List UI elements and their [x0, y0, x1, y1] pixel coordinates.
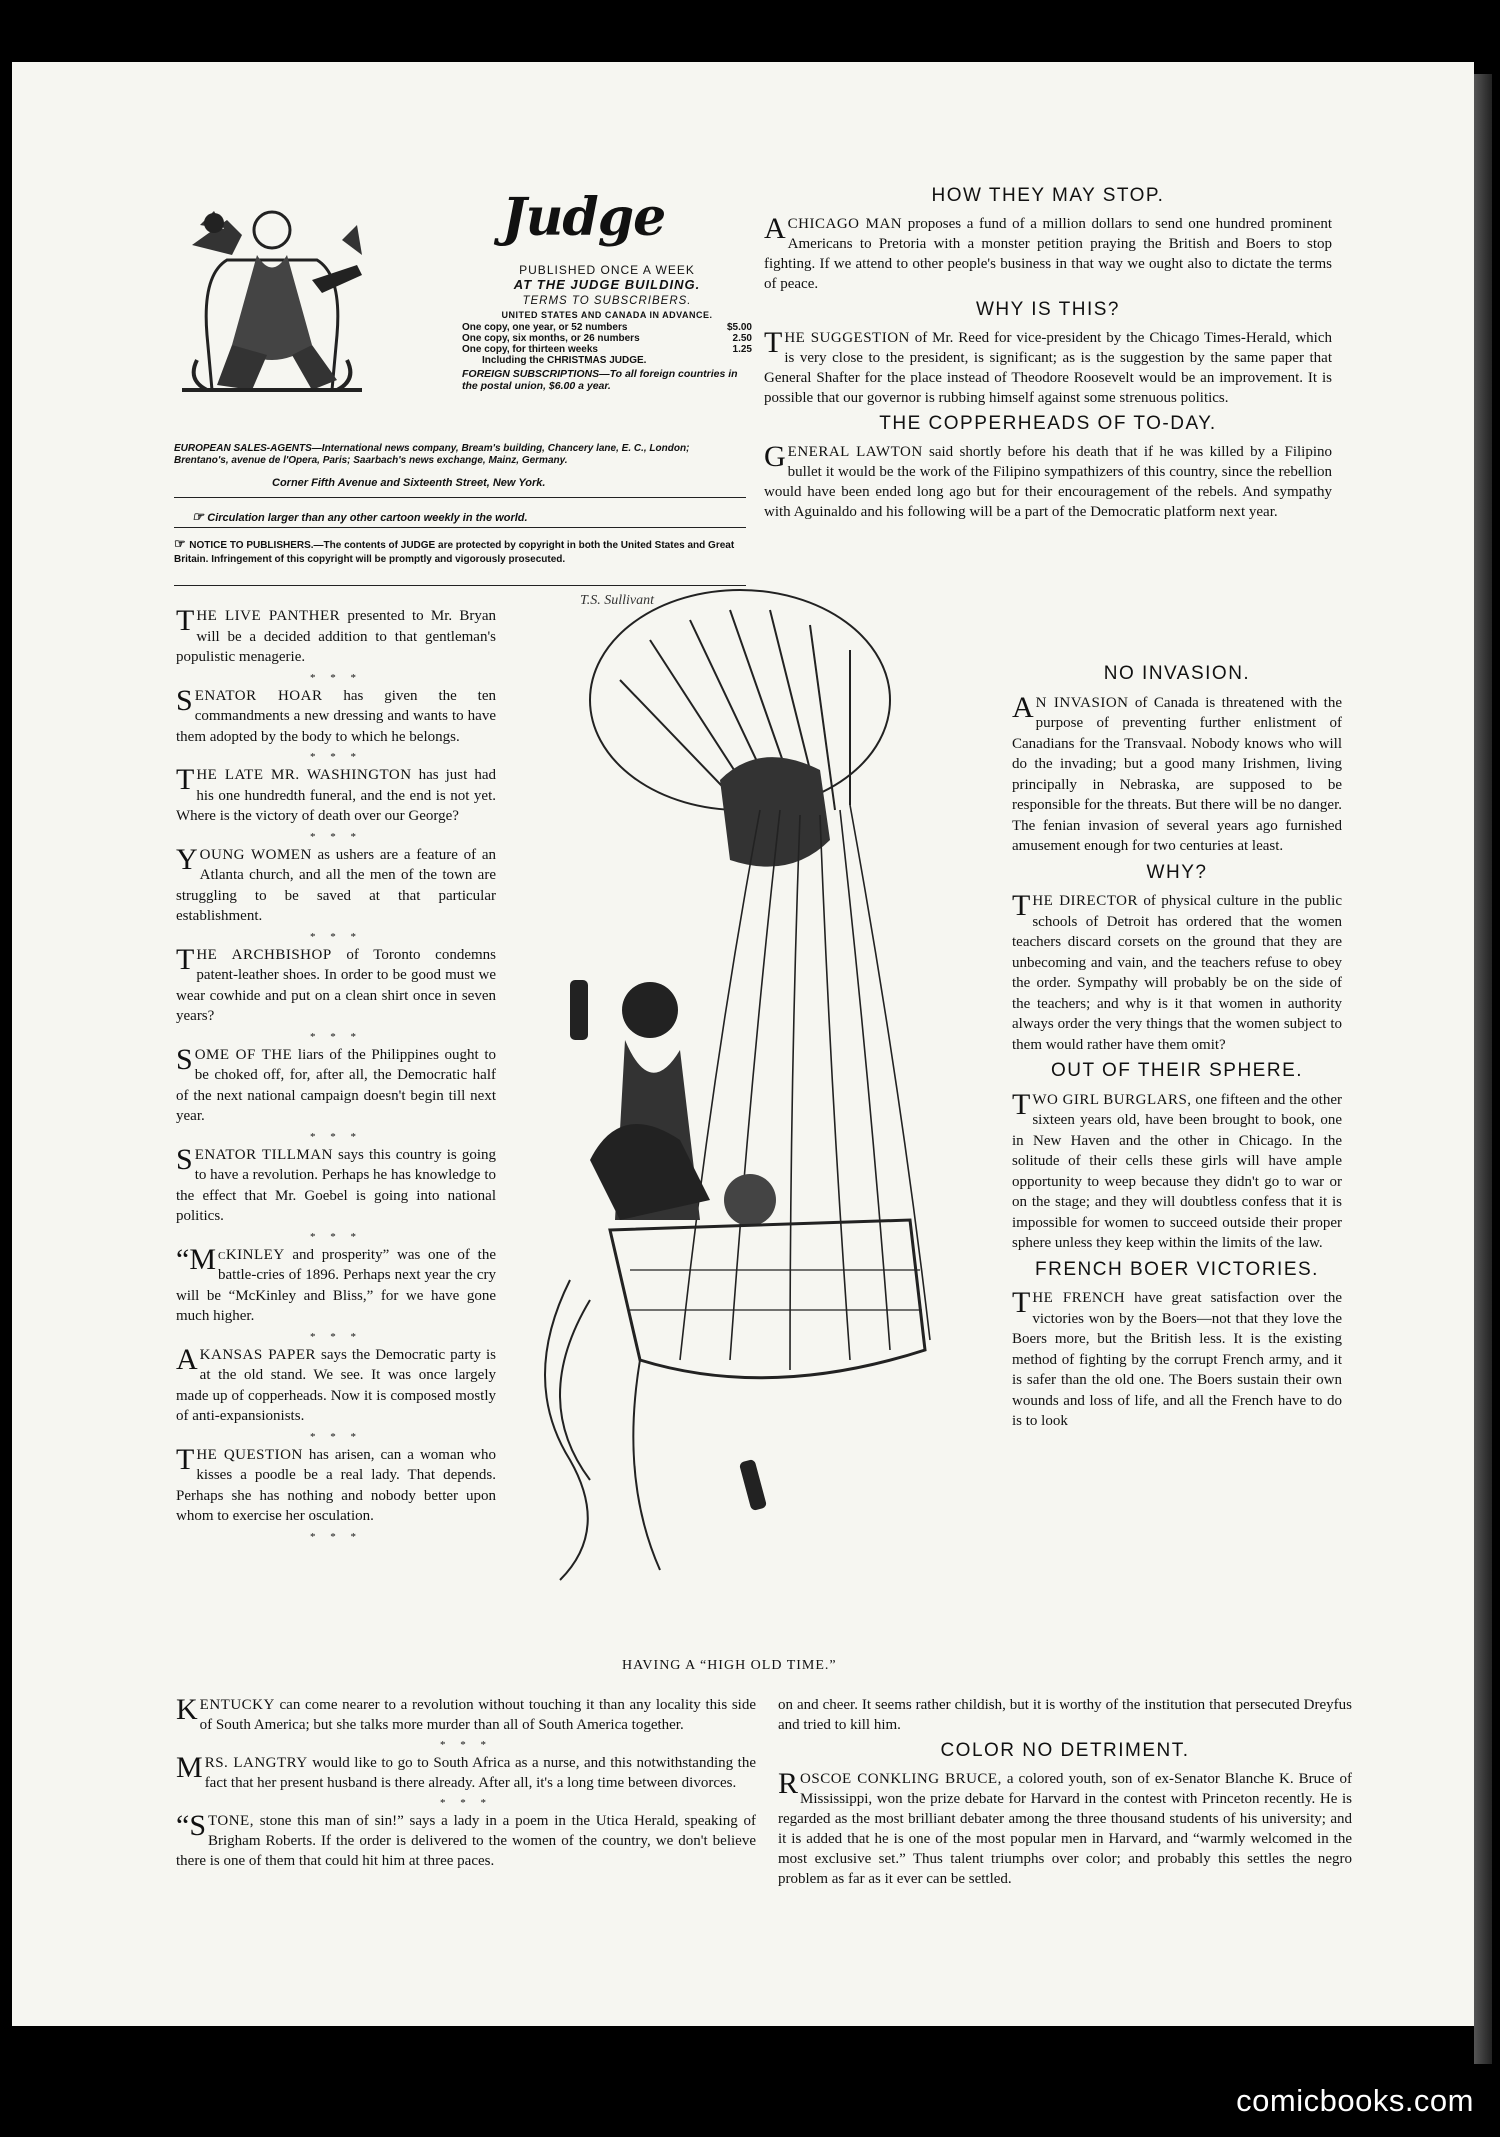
article-text — [176, 683, 496, 748]
article — [1012, 1061, 1342, 1254]
divider — [174, 527, 746, 528]
article-body: liars of the Philippines ought to be choked off, for, after all, the Democratic half of the next national campaign doesn't begin till next year. — [176, 1046, 496, 1124]
separator-stars: * * * — [310, 1030, 362, 1043]
article-body: of Toronto condemns patent-leather shoes. In order to be good must we wear cowhide and put on a clean shirt once in seven years? — [176, 946, 496, 1024]
drop-cap: A — [176, 1342, 198, 1376]
lead-words: HE LATE MR. WASHINGTON — [196, 767, 412, 783]
article-text — [176, 1142, 497, 1227]
article-body: of Mr. Reed for vice-president by the Chicago Times-Herald, which is very close to the president, is significant; as is the suggestion by the same paper that General Shafter for the place instead of Theodore Roosevelt would be an improvement. It is possible that our governor is rubbing himself against some strenuous politics. — [764, 330, 1332, 406]
sales-agents: EUROPEAN SALES-AGENTS—International news company, Bream's building, Chancery lane, E. C., London; Brentano's, avenue de l'Opera, Paris; Saarbach's news exchange, Mainz, Germany. — [174, 443, 690, 466]
article-text — [1012, 690, 1342, 857]
article-text — [764, 442, 1332, 522]
lead-words: N INVASION — [1035, 694, 1129, 711]
middle-right-column — [1012, 658, 1342, 1438]
article-body: presented to Mr. Bryan will be a decided addition to that gentleman's populistic menagerie. — [176, 608, 496, 665]
lead-words: OME OF THE — [194, 1046, 293, 1063]
drop-cap: Y — [176, 842, 198, 876]
article — [764, 300, 1332, 408]
article — [176, 765, 496, 843]
article — [176, 1695, 756, 1751]
article-heading: HOW THEY MAY STOP. — [931, 185, 1165, 206]
article — [176, 606, 496, 684]
article-heading: THE COPPERHEADS OF TO-DAY. — [879, 413, 1217, 434]
article — [176, 1342, 496, 1443]
lead-words: KANSAS PAPER — [199, 1346, 317, 1363]
article-body: has given the ten commandments a new dressing and wants to have them adopted by the body to which he belongs. — [176, 687, 496, 745]
article-text — [1012, 891, 1342, 1055]
drop-cap: A — [764, 212, 786, 245]
article-text — [1012, 1288, 1342, 1432]
drop-cap: T — [176, 1442, 195, 1476]
article-heading: WHY? — [1146, 861, 1208, 883]
article — [1012, 863, 1342, 1056]
article — [764, 414, 1332, 522]
subscription-info — [462, 263, 752, 392]
lead-words: CHICAGO MAN — [787, 216, 903, 232]
separator-stars: * * * — [310, 1130, 362, 1143]
drop-cap: “M — [176, 1242, 216, 1276]
drop-cap: R — [778, 1767, 799, 1800]
article-body: of Canada is threatened with the purpose of preventing further enlistment of Canadians for the Transvaal. Nobody knows who will do the invading; but a good many Irishmen, living principally in Nebraska, are supposed to be responsible for the threats. But there will be no danger. The fenian invasion of several years ago furnished amusement enough for two centuries at least. — [1012, 694, 1342, 854]
article — [1012, 1260, 1342, 1432]
article-body: stone this man of sin!” says a lady in a poem in the Utica Herald, speaking of Brigham Roberts. If the order is delivered to the women of the country, we don't believe there is one of them that could hit him at three paces. — [176, 1813, 756, 1869]
terms-label: TERMS TO SUBSCRIBERS. — [522, 295, 692, 307]
drop-cap: T — [1012, 1087, 1031, 1121]
article-body: says the Democratic party is at the old stand. We see. It was once largely made up of copperheads. Now it is composed mostly of anti-expansionists. — [176, 1346, 496, 1424]
article — [764, 186, 1332, 294]
article — [176, 1442, 496, 1543]
separator-stars: * * * — [310, 1430, 362, 1443]
article-text — [778, 1769, 1352, 1889]
lead-words: ENTUCKY — [199, 1697, 275, 1713]
lead-words: HE ARCHBISHOP — [196, 946, 332, 963]
article-body: and prosperity” was one of the battle-cries of 1896. Perhaps next year the cry will be “McKinley and Bliss,” for we have gone much higher. — [176, 1246, 496, 1324]
article — [176, 942, 496, 1043]
article-text — [176, 765, 496, 827]
divider — [174, 497, 746, 498]
article-text — [176, 1753, 756, 1793]
lead-words: ENATOR HOAR — [194, 687, 323, 704]
article-body: as ushers are a feature of an Atlanta church, and all the men of the town are struggling to be saved at that particular establishment. — [176, 846, 496, 924]
us-canada-label: UNITED STATES AND CANADA IN ADVANCE. — [501, 310, 713, 320]
rate-row: One copy, one year, or 52 numbers $5.00 — [462, 322, 752, 333]
drop-cap: T — [176, 763, 195, 796]
bottom-right-column — [778, 1695, 1352, 1895]
drop-cap: K — [176, 1693, 198, 1726]
rates-table — [462, 322, 752, 366]
binding-edge — [1474, 74, 1492, 2064]
rate-row: One copy, six months, or 26 numbers 2.50 — [462, 333, 752, 344]
lead-words: OSCOE CONKLING BRUCE, — [800, 1771, 1002, 1787]
lead-words: RS. LANGTRY — [204, 1755, 308, 1771]
drop-cap: T — [1012, 1286, 1031, 1319]
building-line: AT THE JUDGE BUILDING. — [513, 277, 701, 292]
separator-stars: * * * — [310, 930, 362, 943]
article-body: of physical culture in the public schools of Detroit has ordered that the women teachers discard corsets on the ground that they are unbecoming and vain, and the teachers refuse to obey the order. Sympathy will probably be on the side of the teachers; and why is it that women in authority always order the very things that the women subject to them would rather have them omit? — [1012, 893, 1342, 1053]
separator-stars: * * * — [310, 751, 362, 763]
balloon-cartoon-illustration — [530, 580, 1000, 1640]
article-body: have great satisfaction over the victories won by the Boers—not that they love the Boers more, but the British less. It is the existing method of fighting by the corrupt French army, and it is safer than the old one. The Boers sustain their own wounds and loss of life, and all the French have to do is to look — [1012, 1290, 1342, 1429]
article-body: proposes a fund of a million dollars to send one hundred prominent Americans to Pretoria with a monster petition praying the British and Boers to stop fighting. If we attend to other people's business in that way we ought also to dictate the terms of peace. — [764, 216, 1332, 292]
lead-words: WO GIRL BURGLARS, — [1032, 1091, 1192, 1108]
separator-stars: * * * — [310, 830, 362, 843]
article-heading: COLOR NO DETRIMENT. — [940, 1740, 1190, 1761]
article-body: has arisen, can a woman who kisses a poodle be a real lady. That depends. Perhaps she has nothing and nobody better upon whom to exercise her osculation. — [176, 1446, 496, 1524]
drop-cap: G — [764, 440, 786, 473]
published-line: PUBLISHED ONCE A WEEK — [519, 263, 695, 277]
lead-words: HE DIRECTOR — [1032, 893, 1138, 909]
article-text — [176, 1442, 496, 1527]
drop-cap: A — [1012, 690, 1034, 724]
article-text — [176, 842, 496, 927]
pointing-hand-icon: ☞ — [174, 536, 190, 551]
drop-cap: “S — [176, 1809, 206, 1842]
drop-cap: T — [1012, 889, 1031, 922]
article-heading: NO INVASION. — [1103, 663, 1251, 684]
lead-words: HE QUESTION — [196, 1446, 303, 1463]
article-body: said shortly before his death that if he was killed by a Filipino bullet it would be the work of the Filipino sympathizers of this country, since the rebellion would have been ended long ago but for their encouragement of the rebels. And sympathy with Aguinaldo and his following will be a part of the Democratic platform next year. — [764, 444, 1332, 520]
article-text — [176, 606, 496, 668]
foreign-subscriptions: FOREIGN SUBSCRIPTIONS—To all foreign countries in the postal union, $6.00 a year. — [462, 368, 738, 392]
separator-stars: * * * — [310, 1330, 362, 1343]
separator-stars: * * * — [310, 671, 362, 684]
separator-stars: * * * — [310, 1230, 362, 1243]
lead-words: ENATOR TILLMAN — [194, 1146, 333, 1163]
article-heading: OUT OF THEIR SPHERE. — [1050, 1060, 1304, 1081]
artist-signature: T.S. Sullivant — [580, 593, 655, 608]
article — [176, 1811, 756, 1871]
rates-note: Including the CHRISTMAS JUDGE. — [482, 355, 647, 366]
rate-row: One copy, for thirteen weeks 1.25 — [462, 344, 752, 355]
drop-cap: S — [176, 683, 193, 717]
article-body: can come nearer to a revolution without touching it than any locality this side of South America; but she talks more murder than all of South America together. — [199, 1697, 756, 1733]
drop-cap: S — [176, 1142, 193, 1176]
circulation-note: ☞ Circulation larger than any other cartoon weekly in the world. — [192, 509, 528, 524]
article-body: a colored youth, son of ex-Senator Blanche K. Bruce of Mississippi, won the prize debate for Harvard in the contest with Princeton recently. He is regarded as the most brilliant debater among the three thousand students of his university; and it is added that he is one of the most popular men in Harvard, and “warmly welcomed in the most exclusive set.” Thus talent triumphs over color; and probably this settles the negro problem as far as it ever can be settled. — [778, 1771, 1352, 1887]
lead-words: cKINLEY — [218, 1246, 285, 1263]
illustration-caption: HAVING A “HIGH OLD TIME.” — [622, 1658, 837, 1673]
article-text — [176, 1695, 756, 1735]
article-heading: WHY IS THIS? — [976, 299, 1120, 320]
lead-words: HE LIVE PANTHER — [196, 608, 341, 624]
bottom-left-column — [176, 1695, 756, 1877]
article-heading: FRENCH BOER VICTORIES. — [1035, 1258, 1319, 1280]
article-body: says this country is going to have a revolution. Perhaps he has knowledge to the effect that Mr. Goebel is going into national politics. — [176, 1146, 497, 1224]
article-text — [176, 942, 496, 1027]
separator-stars: * * * — [440, 1739, 492, 1751]
article-text — [176, 1342, 496, 1427]
drop-cap: T — [176, 942, 195, 976]
lead-words: HE FRENCH — [1032, 1290, 1126, 1306]
article-text — [176, 1242, 496, 1327]
article — [176, 1042, 496, 1143]
article — [176, 1142, 497, 1243]
article — [176, 842, 496, 943]
drop-cap: S — [176, 1042, 193, 1076]
lead-words: TONE, — [208, 1813, 254, 1829]
lead-words: HE SUGGESTION — [784, 330, 910, 346]
publisher-notice: ☞ NOTICE TO PUBLISHERS.—The contents of JUDGE are protected by copyright in both the United States and Great Britain. Infringement of this copyright will be promptly and vigorously prosecuted. — [174, 536, 735, 565]
lead-words: OUNG WOMEN — [199, 846, 312, 863]
judge-logo: Judge — [502, 187, 666, 248]
separator-stars: * * * — [310, 1530, 362, 1543]
article — [1012, 664, 1342, 857]
article-text — [764, 214, 1332, 294]
article-body: one fifteen and the other sixteen years old, have been brought to book, one in New Haven and the other in Chicago. In the solitude of their cells these girls will have ample opportunity to weep because they didn't go to war or on the stage; and they will doubtless confess that it is impossible for women to succeed outside their proper sphere unless they keep within the limits of the law. — [1012, 1091, 1342, 1251]
lead-words: ENERAL LAWTON — [787, 444, 923, 460]
article-body: has just had his one hundredth funeral, and the end is not yet. Where is the victory of death over our George? — [176, 767, 496, 824]
article-text — [764, 328, 1332, 408]
article — [176, 1753, 756, 1809]
drop-cap: T — [176, 604, 195, 637]
article-text — [176, 1811, 756, 1871]
judge-figure-illustration — [172, 185, 372, 400]
separator-stars: * * * — [440, 1797, 492, 1809]
article-text — [1012, 1087, 1342, 1254]
address-line: Corner Fifth Avenue and Sixteenth Street, New York. — [272, 477, 546, 489]
left-column — [176, 606, 496, 1545]
french-continuation: on and cheer. It seems rather childish, but it is worthy of the institution that persecuted Dreyfus and tried to kill him. — [778, 1697, 1352, 1733]
right-column-top — [764, 180, 1332, 528]
article — [176, 683, 496, 764]
drop-cap: M — [176, 1751, 203, 1784]
article-body: would like to go to South Africa as a nurse, and this notwithstanding the fact that her present husband is there already. After all, it's a long time between divorces. — [204, 1755, 757, 1791]
article-text — [176, 1042, 496, 1127]
article — [176, 1242, 496, 1343]
article — [778, 1741, 1352, 1889]
drop-cap: T — [764, 326, 783, 359]
site-watermark: comicbooks.com — [1236, 2083, 1474, 2118]
pointing-hand-icon: ☞ — [192, 509, 208, 524]
masthead — [162, 185, 752, 585]
